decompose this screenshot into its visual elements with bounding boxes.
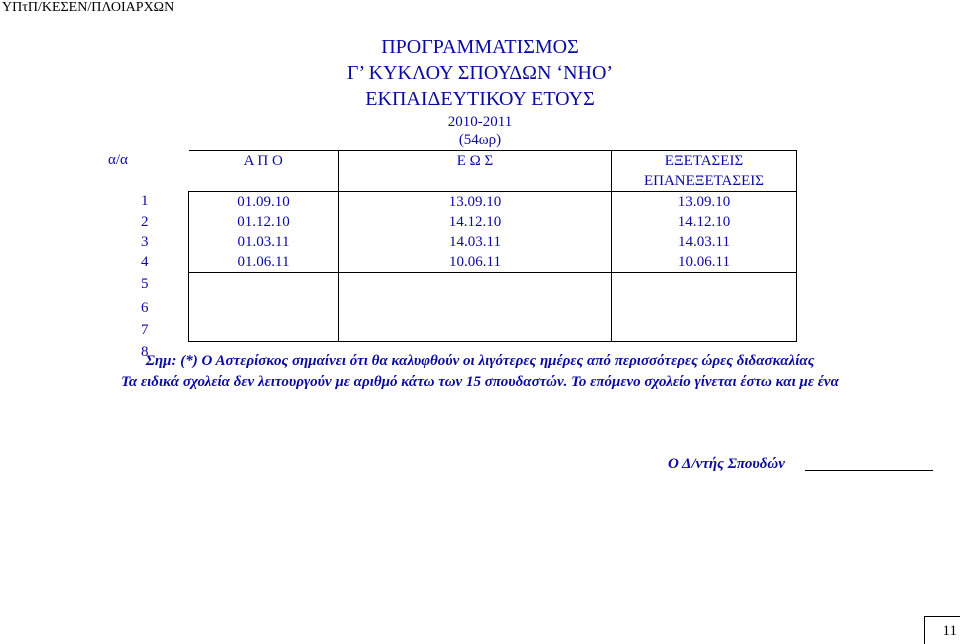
row-number: 2: [141, 213, 149, 230]
header-exams: ΕΞΕΤΑΣΕΙΣ: [612, 151, 797, 172]
row-to-date: [339, 273, 612, 298]
row-number: 3: [141, 233, 149, 250]
row-to-date: 10.06.11: [339, 252, 612, 273]
row-from-date: [189, 319, 339, 342]
table-row: [128, 212, 797, 232]
table-header-row: [128, 151, 797, 172]
table-row: [128, 232, 797, 252]
title-year-label: ΕΚΠΑΙΔΕΥΤΙΚΟΥ ΕΤΟΥΣ: [365, 88, 595, 110]
row-exam-date: 10.06.11: [612, 252, 797, 273]
row-exam-date: 14.12.10: [612, 212, 797, 232]
row-from-date: 01.06.11: [189, 252, 339, 273]
row-to-date: [339, 297, 612, 319]
header-aa: α/α: [108, 152, 128, 169]
row-number: 7: [141, 321, 149, 338]
table-row: [128, 252, 797, 273]
row-number: 8: [141, 344, 149, 361]
row-to-date: [339, 319, 612, 342]
row-from-date: 01.12.10: [189, 212, 339, 232]
note-asterisk: Σημ: (*) Ο Αστερίσκος σημαίνει ότι θα καλυφθούν οι λιγότερες ημέρες από περισσότερες ώρες διδασκαλίας: [145, 353, 815, 369]
table-header-row-2: [128, 171, 797, 192]
signature-line: [805, 470, 933, 471]
note-special-schools: Τα ειδικά σχολεία δεν λειτουργούν με αριθμό κάτω των 15 σπουδαστών. Το επόμενο σχολείο γίνεται έστω και με ένα: [121, 374, 839, 390]
school-year: 2010-2011: [447, 114, 513, 130]
row-from-date: [189, 273, 339, 298]
row-to-date: 13.09.10: [339, 192, 612, 213]
row-exam-date: 14.03.11: [612, 232, 797, 252]
schedule-table: [108, 150, 797, 364]
document-header-org: ΥΠτΠ/ΚΕΣΕΝ/ΠΛΟΙΑΡΧΩΝ: [2, 0, 175, 15]
row-exam-date: [612, 273, 797, 298]
header-reexams: ΕΠΑΝΕΞΕΤΑΣΕΙΣ: [612, 171, 797, 192]
row-exam-date: [612, 319, 797, 342]
title-cycle: Γ’ ΚΥΚΛΟΥ ΣΠΟΥΔΩΝ ‘ΝΗΟ’: [346, 62, 614, 84]
row-number: 1: [141, 193, 149, 210]
row-from-date: [189, 297, 339, 319]
hours-count: (54ωρ): [458, 132, 502, 148]
row-number: 4: [141, 253, 149, 270]
row-from-date: 01.03.11: [189, 232, 339, 252]
director-signature-label: Ο Δ/ντής Σπουδών: [668, 456, 785, 472]
table-row: [128, 192, 797, 213]
page-number: 11: [942, 623, 957, 639]
row-to-date: 14.12.10: [339, 212, 612, 232]
row-number: 5: [141, 276, 149, 293]
header-apo: Α Π Ο: [189, 151, 339, 172]
header-eos: Ε Ω Σ: [339, 151, 612, 172]
row-number: 6: [141, 299, 149, 316]
title-programming: ΠΡΟΓΡΑΜΜΑΤΙΣΜΟΣ: [381, 36, 579, 58]
table-row: [128, 319, 797, 342]
table-row: [128, 297, 797, 319]
row-exam-date: 13.09.10: [612, 192, 797, 213]
row-from-date: 01.09.10: [189, 192, 339, 213]
row-to-date: 14.03.11: [339, 232, 612, 252]
row-exam-date: [612, 297, 797, 319]
page-number-box: [924, 616, 960, 644]
table-row: [128, 273, 797, 298]
